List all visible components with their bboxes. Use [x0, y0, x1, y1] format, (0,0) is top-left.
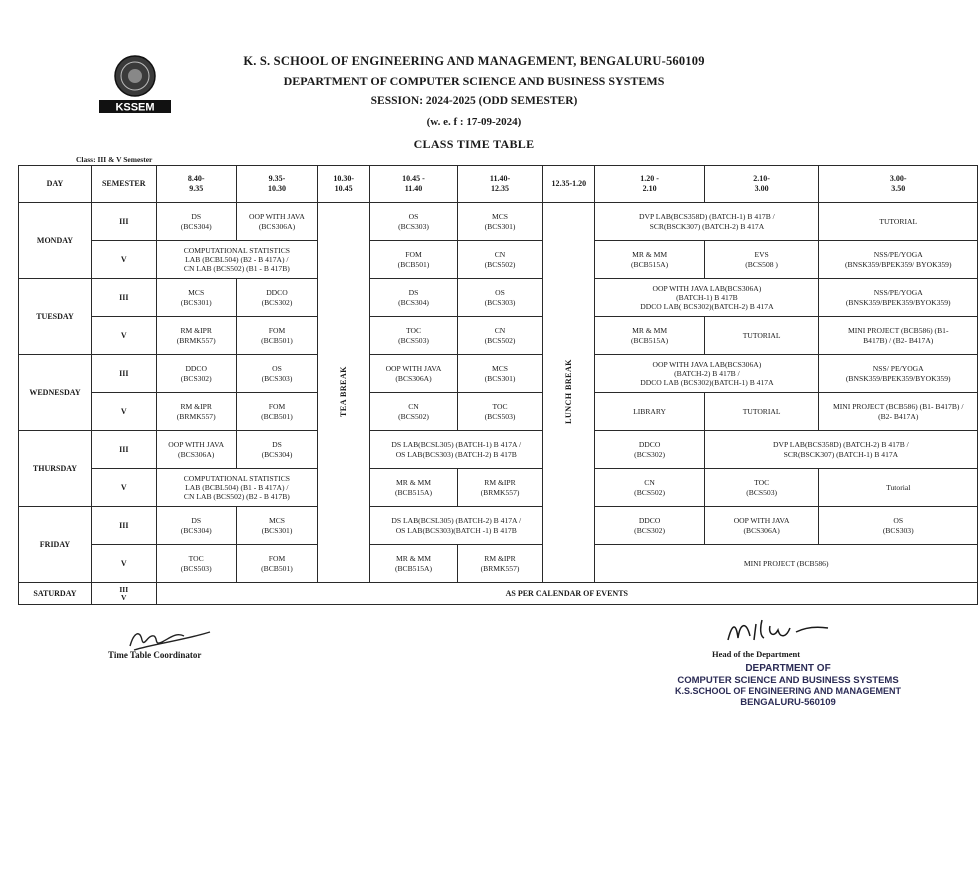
semester-cell: V [91, 393, 156, 431]
class-cell: TOC (BCS503) [370, 317, 458, 355]
semester-cell: III [91, 203, 156, 241]
class-cell: DS (BCS304) [236, 431, 317, 469]
semester-cell: V [91, 241, 156, 279]
class-cell: DS (BCS304) [156, 203, 236, 241]
class-cell: LIBRARY [595, 393, 704, 431]
col-time-4: 10.45 - 11.40 [370, 166, 458, 203]
class-cell: NSS/ PE/YOGA (BNSK359/BPEK359/BYOK359) [819, 355, 978, 393]
class-cell: RM &IPR (BRMK557) [457, 545, 542, 583]
department-stamp: DEPARTMENT OF COMPUTER SCIENCE AND BUSINESS SYSTEMS K.S.SCHOOL OF ENGINEERING AND MANAGEMENT BENGALURU-560109 [674, 663, 901, 709]
day-friday: FRIDAY [19, 507, 92, 583]
class-cell: MR & MM (BCB515A) [370, 545, 458, 583]
semester-cell: V [91, 545, 156, 583]
table-row [19, 317, 978, 355]
col-time-5: 11.40- 12.35 [457, 166, 542, 203]
class-cell: OS (BCS303) [370, 203, 458, 241]
class-cell: FOM (BCB501) [236, 545, 317, 583]
lab-cell: DS LAB(BCSL305) (BATCH-2) B 417A / OS LAB(BCS303)(BATCH -1) B 417B [370, 507, 543, 545]
class-cell: EVS (BCS508 ) [704, 241, 819, 279]
col-semester: SEMESTER [91, 166, 156, 203]
semester-cell: V [91, 317, 156, 355]
class-cell: OOP WITH JAVA (BCS306A) [236, 203, 317, 241]
class-cell: DDCO (BCS302) [236, 279, 317, 317]
col-time-7: 1.20 - 2.10 [595, 166, 704, 203]
class-cell: DDCO (BCS302) [595, 507, 704, 545]
table-row [19, 203, 978, 241]
hod-signature [724, 614, 844, 644]
lunch-break: LUNCH BREAK [543, 203, 595, 583]
class-cell: FOM (BCB501) [236, 317, 317, 355]
class-cell: NSS/PE/YOGA (BNSK359/BPEK359/BYOK359) [819, 279, 978, 317]
class-cell: OOP WITH JAVA (BCS306A) [156, 431, 236, 469]
class-cell: MR & MM (BCB515A) [595, 317, 704, 355]
class-cell: CN (BCS502) [595, 469, 704, 507]
class-cell: DS (BCS304) [370, 279, 458, 317]
col-time-8: 2.10- 3.00 [704, 166, 819, 203]
wef-label: (w. e. f : 17-09-2024) [426, 116, 522, 128]
class-cell: Tutorial [819, 469, 978, 507]
table-row [19, 393, 978, 431]
semester-cell: III [91, 507, 156, 545]
class-cell: RM &IPR (BRMK557) [457, 469, 542, 507]
class-cell: OOP WITH JAVA (BCS306A) [370, 355, 458, 393]
table-row [19, 241, 978, 279]
hod-title: Head of the Department [712, 649, 801, 659]
semester-cell: III [91, 279, 156, 317]
lab-cell: MINI PROJECT (BCB586) [595, 545, 978, 583]
session-label: SESSION: 2024-2025 (ODD SEMESTER) [370, 95, 578, 107]
lab-cell: DS LAB(BCSL305) (BATCH-1) B 417A / OS LAB(BCS303) (BATCH-2) B 417B [370, 431, 543, 469]
class-cell: FOM (BCB501) [370, 241, 458, 279]
table-row [19, 355, 978, 393]
semester-cell: III [91, 431, 156, 469]
timetable [18, 165, 978, 605]
class-cell: MR & MM (BCB515A) [370, 469, 458, 507]
tea-break: TEA BREAK [318, 203, 370, 583]
class-cell: DS (BCS304) [156, 507, 236, 545]
calendar-events-cell: AS PER CALENDAR OF EVENTS [156, 583, 977, 605]
class-cell: CN (BCS502) [370, 393, 458, 431]
lab-cell: OOP WITH JAVA LAB(BCS306A) (BATCH-2) B 417B / DDCO LAB (BCS302)(BATCH-1) B 417A [595, 355, 819, 393]
col-time-3: 10.30- 10.45 [318, 166, 370, 203]
class-cell: CN (BCS502) [457, 317, 542, 355]
class-cell: FOM (BCB501) [236, 393, 317, 431]
day-saturday: SATURDAY [19, 583, 92, 605]
page-title: CLASS TIME TABLE [413, 137, 535, 151]
class-cell: CN (BCS502) [457, 241, 542, 279]
table-row [19, 279, 978, 317]
col-time-1: 8.40- 9.35 [156, 166, 236, 203]
class-cell: TUTORIAL [819, 203, 978, 241]
department-name: DEPARTMENT OF COMPUTER SCIENCE AND BUSINESS SYSTEMS [283, 74, 665, 88]
class-cell: TOC (BCS503) [457, 393, 542, 431]
table-row [19, 431, 978, 469]
lab-cell: DVP LAB(BCS358D) (BATCH-2) B 417B / SCR(BSCK307) (BATCH-1) B 417A [704, 431, 977, 469]
class-cell: MCS (BCS301) [236, 507, 317, 545]
class-label: Class: III & V Semester [76, 155, 153, 164]
table-row [19, 583, 978, 605]
table-row [19, 507, 978, 545]
table-row [19, 469, 978, 507]
college-name: K. S. SCHOOL OF ENGINEERING AND MANAGEMENT, BENGALURU-560109 [243, 54, 705, 68]
class-cell: DDCO (BCS302) [595, 431, 704, 469]
class-cell: MINI PROJECT (BCB586) (B1- B417B) / (B2- B417A) [819, 393, 978, 431]
class-cell: NSS/PE/YOGA (BNSK359/BPEK359/ BYOK359) [819, 241, 978, 279]
class-cell: TUTORIAL [704, 393, 819, 431]
lab-cell: DVP LAB(BCS358D) (BATCH-1) B 417B / SCR(BSCK307) (BATCH-2) B 417A [595, 203, 819, 241]
class-cell: TUTORIAL [704, 317, 819, 355]
class-cell: MCS (BCS301) [457, 355, 542, 393]
header-row [19, 166, 978, 203]
class-cell: OOP WITH JAVA (BCS306A) [704, 507, 819, 545]
class-cell: MINI PROJECT (BCB586) (B1- B417B) / (B2- B417A) [819, 317, 978, 355]
class-cell: MCS (BCS301) [457, 203, 542, 241]
col-time-9: 3.00- 3.50 [819, 166, 978, 203]
day-thursday: THURSDAY [19, 431, 92, 507]
col-time-6: 12.35-1.20 [543, 166, 595, 203]
class-cell: TOC (BCS503) [704, 469, 819, 507]
table-row [19, 545, 978, 583]
day-tuesday: TUESDAY [19, 279, 92, 355]
col-day: DAY [19, 166, 92, 203]
class-cell: OS (BCS303) [236, 355, 317, 393]
lab-cell: COMPUTATIONAL STATISTICS LAB (BCBL504) (B1 - B 417A) / CN LAB (BCS502) (B2 - B 417B) [156, 469, 318, 507]
class-cell: TOC (BCS503) [156, 545, 236, 583]
class-cell: MR & MM (BCB515A) [595, 241, 704, 279]
class-cell: OS (BCS303) [819, 507, 978, 545]
semester-cell: III [91, 355, 156, 393]
semester-cell: V [91, 469, 156, 507]
day-wednesday: WEDNESDAY [19, 355, 92, 431]
class-cell: MCS (BCS301) [156, 279, 236, 317]
class-cell: RM &IPR (BRMK557) [156, 317, 236, 355]
semester-cell: III V [91, 583, 156, 605]
svg-text:KSSEM: KSSEM [115, 101, 155, 114]
lab-cell: COMPUTATIONAL STATISTICS LAB (BCBL504) (B2 - B 417A) / CN LAB (BCS502) (B1 - B 417B) [156, 241, 318, 279]
class-cell: OS (BCS303) [457, 279, 542, 317]
col-time-2: 9.35- 10.30 [236, 166, 317, 203]
class-cell: RM &IPR (BRMK557) [156, 393, 236, 431]
day-monday: MONDAY [19, 203, 92, 279]
class-cell: DDCO (BCS302) [156, 355, 236, 393]
lab-cell: OOP WITH JAVA LAB(BCS306A) (BATCH-1) B 417B DDCO LAB( BCS302)(BATCH-2) B 417A [595, 279, 819, 317]
coordinator-title: Time Table Coordinator [108, 650, 202, 660]
